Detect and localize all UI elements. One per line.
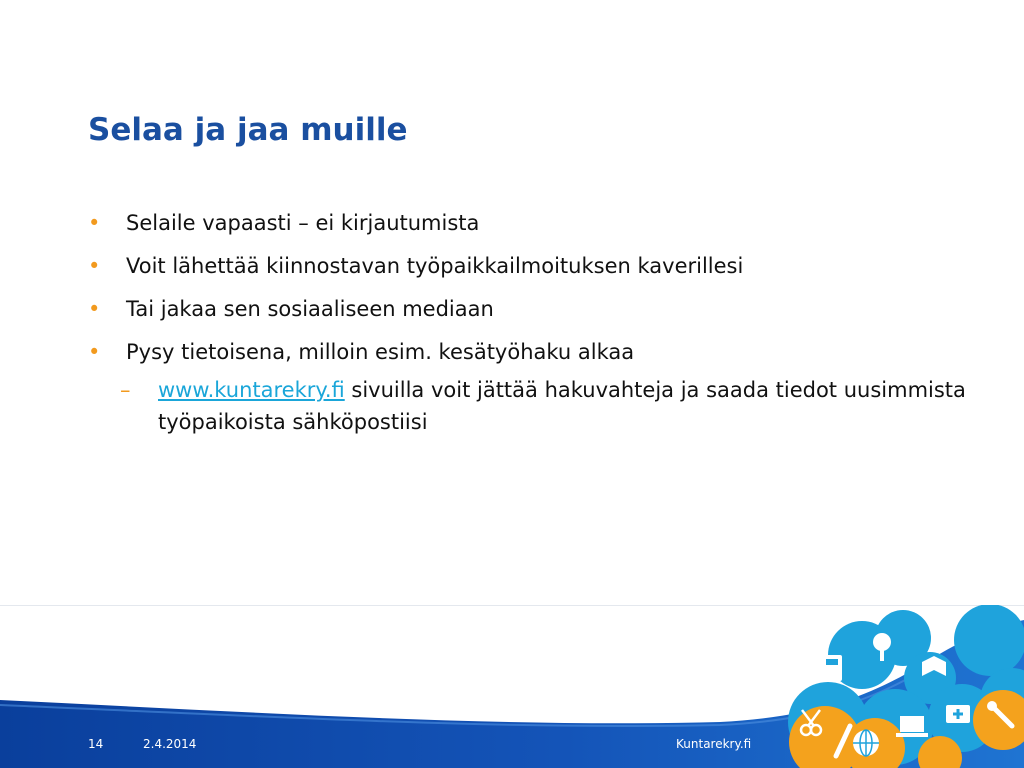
slide-title: Selaa ja jaa muille: [88, 112, 408, 148]
slide-date: 2.4.2014: [143, 737, 197, 751]
globe-icon: [853, 730, 879, 756]
laptop-icon: [896, 716, 928, 737]
bullet-text: Tai jakaa sen sosiaaliseen mediaan: [126, 297, 494, 321]
bullet-list: [88, 210, 968, 438]
footer-site: Kuntarekry.fi: [676, 737, 752, 751]
kuntarekry-link[interactable]: www.kuntarekry.fi: [158, 378, 345, 402]
sub-bullet-marker: –: [120, 378, 131, 402]
bullet-text: Pysy tietoisena, milloin esim. kesätyöhaku alkaa: [126, 340, 635, 364]
bullet-marker: •: [88, 297, 101, 321]
sub-bullet-text: sivuilla voit jättää hakuvahteja ja saada tiedot uusimmista työpaikoista sähköpostiisi: [158, 378, 966, 434]
slide-number: 14: [88, 737, 104, 751]
phone-icon: [822, 655, 842, 681]
bullet-marker: •: [88, 254, 101, 278]
kuntarekry-logo: [788, 605, 1024, 768]
bullet-item: [88, 253, 968, 279]
bullet-item: [88, 296, 968, 322]
bullet-marker: •: [88, 211, 101, 235]
bullet-item: [88, 210, 968, 236]
bullet-marker: •: [88, 340, 101, 364]
sub-bullet-item: [88, 374, 968, 438]
bullet-text: Selaile vapaasti – ei kirjautumista: [126, 211, 480, 235]
first-aid-icon: [946, 705, 970, 723]
bullet-item: [88, 339, 968, 365]
bullet-text: Voit lähettää kiinnostavan työpaikkailmoituksen kaverillesi: [126, 254, 744, 278]
